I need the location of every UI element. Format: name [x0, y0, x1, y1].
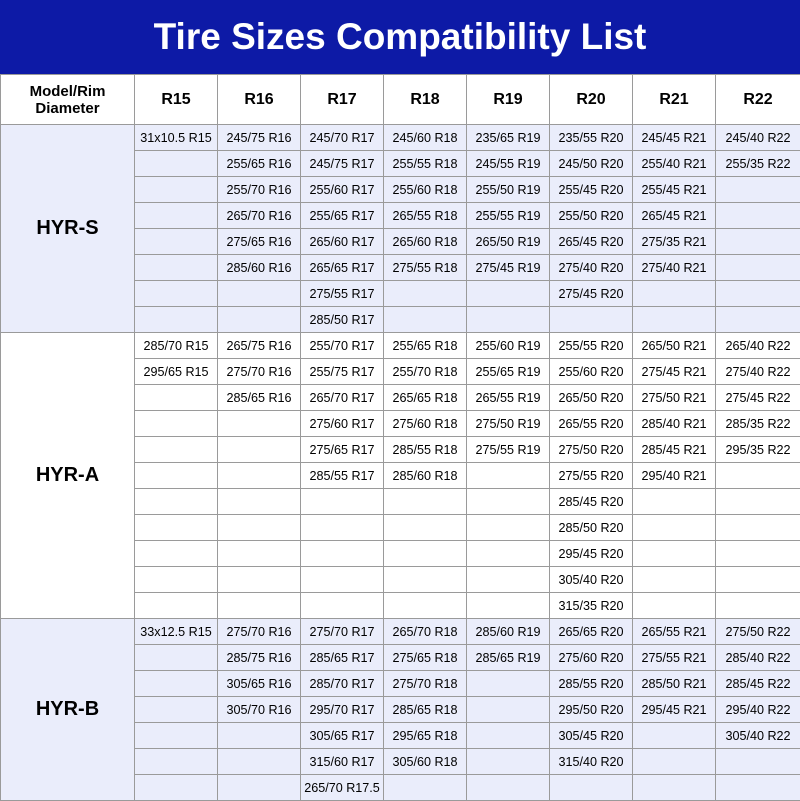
tire-size-cell: 265/55 R19	[467, 385, 550, 411]
tire-size-cell: 315/35 R20	[550, 593, 633, 619]
tire-size-cell	[135, 541, 218, 567]
tire-size-cell	[467, 281, 550, 307]
tire-size-cell: 255/50 R20	[550, 203, 633, 229]
tire-size-cell: 275/40 R20	[550, 255, 633, 281]
compatibility-table	[0, 74, 800, 801]
tire-size-cell: 295/50 R20	[550, 697, 633, 723]
tire-size-cell	[384, 775, 467, 801]
tire-size-cell: 265/45 R20	[550, 229, 633, 255]
tire-size-cell: 265/55 R18	[384, 203, 467, 229]
tire-size-cell: 295/40 R22	[716, 697, 800, 723]
tire-size-cell	[218, 723, 301, 749]
tire-size-cell	[633, 749, 716, 775]
tire-size-cell: 275/60 R18	[384, 411, 467, 437]
tire-size-cell	[218, 567, 301, 593]
tire-size-cell	[218, 541, 301, 567]
tire-size-cell: 245/75 R17	[301, 151, 384, 177]
tire-size-cell: 275/55 R20	[550, 463, 633, 489]
tire-size-cell	[467, 463, 550, 489]
tire-size-cell	[218, 515, 301, 541]
table-body	[1, 125, 800, 801]
tire-size-cell: 285/65 R18	[384, 697, 467, 723]
tire-size-cell: 275/55 R17	[301, 281, 384, 307]
tire-size-cell: 275/45 R22	[716, 385, 800, 411]
tire-size-cell: 275/70 R16	[218, 359, 301, 385]
tire-size-cell: 285/50 R17	[301, 307, 384, 333]
model-label: HYR-B	[1, 619, 135, 801]
tire-size-cell: 255/65 R19	[467, 359, 550, 385]
tire-size-cell	[135, 203, 218, 229]
tire-size-cell	[716, 255, 800, 281]
tire-size-cell: 275/60 R17	[301, 411, 384, 437]
tire-size-cell	[716, 463, 800, 489]
tire-size-cell	[716, 541, 800, 567]
table-row	[1, 125, 800, 151]
tire-size-cell: 275/65 R16	[218, 229, 301, 255]
tire-size-cell: 31x10.5 R15	[135, 125, 218, 151]
tire-size-cell: 255/70 R17	[301, 333, 384, 359]
tire-size-cell: 285/70 R15	[135, 333, 218, 359]
tire-size-cell	[633, 567, 716, 593]
tire-size-cell	[301, 593, 384, 619]
tire-size-cell: 285/40 R22	[716, 645, 800, 671]
tire-size-cell	[135, 645, 218, 671]
tire-size-cell: 235/65 R19	[467, 125, 550, 151]
tire-size-cell	[384, 307, 467, 333]
tire-size-cell	[218, 411, 301, 437]
tire-size-cell	[218, 307, 301, 333]
tire-size-cell: 275/70 R16	[218, 619, 301, 645]
tire-size-cell: 315/60 R17	[301, 749, 384, 775]
tire-size-cell: 295/45 R21	[633, 697, 716, 723]
tire-size-cell: 295/45 R20	[550, 541, 633, 567]
corner-header: Model/Rim Diameter	[1, 75, 135, 125]
tire-size-cell	[633, 541, 716, 567]
tire-size-cell: 265/55 R21	[633, 619, 716, 645]
tire-size-cell	[716, 203, 800, 229]
column-header: R22	[716, 75, 800, 125]
tire-size-cell: 255/55 R19	[467, 203, 550, 229]
tire-size-cell	[301, 567, 384, 593]
tire-size-cell	[633, 307, 716, 333]
table-row	[1, 333, 800, 359]
tire-size-cell: 305/40 R22	[716, 723, 800, 749]
tire-size-cell	[135, 151, 218, 177]
tire-size-cell	[716, 593, 800, 619]
column-header: R17	[301, 75, 384, 125]
tire-size-cell	[384, 281, 467, 307]
tire-size-cell: 255/65 R16	[218, 151, 301, 177]
tire-size-cell	[633, 489, 716, 515]
column-header: R19	[467, 75, 550, 125]
tire-size-cell	[633, 281, 716, 307]
tire-size-cell: 255/60 R17	[301, 177, 384, 203]
tire-size-cell	[716, 567, 800, 593]
tire-size-cell: 265/60 R17	[301, 229, 384, 255]
tire-size-cell	[135, 177, 218, 203]
tire-size-cell: 265/45 R21	[633, 203, 716, 229]
tire-size-cell: 285/55 R20	[550, 671, 633, 697]
tire-size-cell	[218, 593, 301, 619]
tire-size-cell: 285/55 R17	[301, 463, 384, 489]
tire-size-cell: 255/65 R17	[301, 203, 384, 229]
tire-size-cell	[467, 593, 550, 619]
tire-size-cell: 255/55 R20	[550, 333, 633, 359]
tire-size-cell	[135, 671, 218, 697]
table-row	[1, 619, 800, 645]
tire-size-cell: 265/60 R18	[384, 229, 467, 255]
column-header: R18	[384, 75, 467, 125]
tire-size-cell: 275/55 R19	[467, 437, 550, 463]
tire-size-cell: 245/70 R17	[301, 125, 384, 151]
tire-size-cell	[716, 307, 800, 333]
page-title: Tire Sizes Compatibility List	[0, 0, 800, 74]
tire-size-cell: 265/70 R16	[218, 203, 301, 229]
tire-size-cell: 275/40 R22	[716, 359, 800, 385]
tire-size-cell: 285/55 R18	[384, 437, 467, 463]
tire-size-cell	[384, 541, 467, 567]
header-row	[1, 75, 800, 125]
tire-size-cell: 285/60 R19	[467, 619, 550, 645]
tire-size-cell	[384, 515, 467, 541]
tire-size-cell: 305/70 R16	[218, 697, 301, 723]
tire-size-cell	[467, 567, 550, 593]
column-header: R20	[550, 75, 633, 125]
tire-size-cell: 285/45 R21	[633, 437, 716, 463]
tire-size-cell	[716, 281, 800, 307]
tire-size-cell	[467, 489, 550, 515]
tire-size-cell: 265/65 R17	[301, 255, 384, 281]
tire-size-cell: 255/50 R19	[467, 177, 550, 203]
tire-size-cell: 255/70 R18	[384, 359, 467, 385]
tire-size-cell	[633, 723, 716, 749]
tire-size-cell: 285/50 R20	[550, 515, 633, 541]
tire-size-cell: 255/35 R22	[716, 151, 800, 177]
tire-size-cell: 275/55 R21	[633, 645, 716, 671]
tire-size-cell: 295/35 R22	[716, 437, 800, 463]
tire-size-cell	[301, 489, 384, 515]
tire-size-cell: 245/50 R20	[550, 151, 633, 177]
tire-size-cell: 255/40 R21	[633, 151, 716, 177]
tire-size-cell	[467, 749, 550, 775]
tire-size-cell	[135, 593, 218, 619]
tire-size-cell	[135, 229, 218, 255]
tire-size-cell: 265/70 R18	[384, 619, 467, 645]
tire-size-cell: 295/40 R21	[633, 463, 716, 489]
tire-size-cell	[301, 515, 384, 541]
tire-size-cell: 33x12.5 R15	[135, 619, 218, 645]
tire-size-cell	[135, 723, 218, 749]
tire-size-cell	[135, 775, 218, 801]
tire-size-cell: 245/45 R21	[633, 125, 716, 151]
tire-size-cell: 255/60 R19	[467, 333, 550, 359]
tire-size-cell: 285/45 R22	[716, 671, 800, 697]
model-label: HYR-A	[1, 333, 135, 619]
column-header: R15	[135, 75, 218, 125]
tire-size-cell: 285/75 R16	[218, 645, 301, 671]
tire-size-cell: 275/45 R21	[633, 359, 716, 385]
tire-size-cell: 275/50 R21	[633, 385, 716, 411]
tire-size-cell: 255/60 R18	[384, 177, 467, 203]
tire-size-cell: 285/65 R19	[467, 645, 550, 671]
tire-size-cell	[550, 775, 633, 801]
tire-size-cell: 275/65 R18	[384, 645, 467, 671]
tire-size-cell: 235/55 R20	[550, 125, 633, 151]
tire-size-cell: 255/45 R20	[550, 177, 633, 203]
tire-size-cell: 275/45 R20	[550, 281, 633, 307]
tire-size-cell	[467, 541, 550, 567]
tire-size-cell: 305/65 R16	[218, 671, 301, 697]
tire-size-cell	[135, 697, 218, 723]
tire-size-cell: 265/70 R17.5	[301, 775, 384, 801]
tire-size-cell	[467, 723, 550, 749]
tire-size-cell	[135, 749, 218, 775]
tire-size-cell	[467, 671, 550, 697]
tire-size-cell: 265/65 R18	[384, 385, 467, 411]
tire-size-cell: 275/70 R17	[301, 619, 384, 645]
tire-size-cell	[633, 515, 716, 541]
tire-size-cell: 295/70 R17	[301, 697, 384, 723]
tire-size-cell	[135, 385, 218, 411]
tire-size-cell: 245/75 R16	[218, 125, 301, 151]
tire-size-cell: 255/70 R16	[218, 177, 301, 203]
tire-size-cell: 245/40 R22	[716, 125, 800, 151]
tire-size-cell: 255/60 R20	[550, 359, 633, 385]
tire-size-cell	[135, 515, 218, 541]
tire-size-cell: 285/70 R17	[301, 671, 384, 697]
tire-size-cell	[301, 541, 384, 567]
tire-size-cell: 275/70 R18	[384, 671, 467, 697]
tire-size-cell	[218, 775, 301, 801]
tire-size-cell: 275/50 R19	[467, 411, 550, 437]
tire-size-cell	[218, 437, 301, 463]
tire-size-cell: 265/55 R20	[550, 411, 633, 437]
tire-size-cell: 285/60 R16	[218, 255, 301, 281]
tire-size-cell: 305/45 R20	[550, 723, 633, 749]
tire-size-cell	[218, 749, 301, 775]
tire-size-cell	[135, 411, 218, 437]
tire-size-cell	[218, 281, 301, 307]
tire-size-cell: 255/75 R17	[301, 359, 384, 385]
tire-size-cell: 265/50 R21	[633, 333, 716, 359]
tire-size-cell: 265/65 R20	[550, 619, 633, 645]
tire-size-cell	[633, 775, 716, 801]
tire-size-cell	[135, 489, 218, 515]
tire-size-cell: 275/50 R22	[716, 619, 800, 645]
tire-size-cell	[135, 281, 218, 307]
tire-size-cell: 275/45 R19	[467, 255, 550, 281]
tire-size-cell	[716, 515, 800, 541]
tire-size-cell	[135, 255, 218, 281]
tire-size-cell: 255/65 R18	[384, 333, 467, 359]
column-header: R16	[218, 75, 301, 125]
tire-size-cell: 275/35 R21	[633, 229, 716, 255]
tire-size-cell: 265/70 R17	[301, 385, 384, 411]
tire-size-cell: 285/45 R20	[550, 489, 633, 515]
tire-size-cell: 275/60 R20	[550, 645, 633, 671]
tire-size-cell: 295/65 R18	[384, 723, 467, 749]
tire-size-cell	[633, 593, 716, 619]
tire-size-cell	[384, 593, 467, 619]
tire-size-cell	[218, 463, 301, 489]
tire-size-cell	[467, 775, 550, 801]
tire-size-cell	[467, 307, 550, 333]
tire-size-cell: 255/55 R18	[384, 151, 467, 177]
tire-size-cell	[467, 515, 550, 541]
tire-size-cell: 265/50 R20	[550, 385, 633, 411]
tire-size-cell: 285/40 R21	[633, 411, 716, 437]
tire-size-cell	[716, 749, 800, 775]
tire-size-cell: 265/75 R16	[218, 333, 301, 359]
tire-size-cell	[384, 567, 467, 593]
tire-size-cell: 255/45 R21	[633, 177, 716, 203]
tire-size-cell: 285/35 R22	[716, 411, 800, 437]
tire-size-cell	[135, 307, 218, 333]
tire-size-cell: 295/65 R15	[135, 359, 218, 385]
tire-size-cell: 275/40 R21	[633, 255, 716, 281]
tire-size-cell: 285/65 R16	[218, 385, 301, 411]
tire-size-cell	[135, 437, 218, 463]
column-header: R21	[633, 75, 716, 125]
tire-size-cell	[135, 567, 218, 593]
tire-size-cell	[716, 177, 800, 203]
model-label: HYR-S	[1, 125, 135, 333]
tire-size-cell: 275/50 R20	[550, 437, 633, 463]
tire-size-cell	[716, 775, 800, 801]
tire-size-cell: 265/50 R19	[467, 229, 550, 255]
tire-size-cell: 275/55 R18	[384, 255, 467, 281]
tire-size-cell: 245/60 R18	[384, 125, 467, 151]
tire-size-cell	[467, 697, 550, 723]
tire-size-cell: 265/40 R22	[716, 333, 800, 359]
tire-size-cell	[135, 463, 218, 489]
tire-size-cell: 285/50 R21	[633, 671, 716, 697]
tire-size-cell	[384, 489, 467, 515]
tire-size-cell: 245/55 R19	[467, 151, 550, 177]
tire-size-cell: 305/60 R18	[384, 749, 467, 775]
tire-size-cell	[716, 229, 800, 255]
tire-size-cell: 285/60 R18	[384, 463, 467, 489]
tire-size-cell	[716, 489, 800, 515]
tire-size-cell: 275/65 R17	[301, 437, 384, 463]
tire-size-cell	[550, 307, 633, 333]
tire-size-cell: 315/40 R20	[550, 749, 633, 775]
tire-size-cell: 285/65 R17	[301, 645, 384, 671]
tire-size-cell: 305/65 R17	[301, 723, 384, 749]
tire-size-cell: 305/40 R20	[550, 567, 633, 593]
tire-size-cell	[218, 489, 301, 515]
